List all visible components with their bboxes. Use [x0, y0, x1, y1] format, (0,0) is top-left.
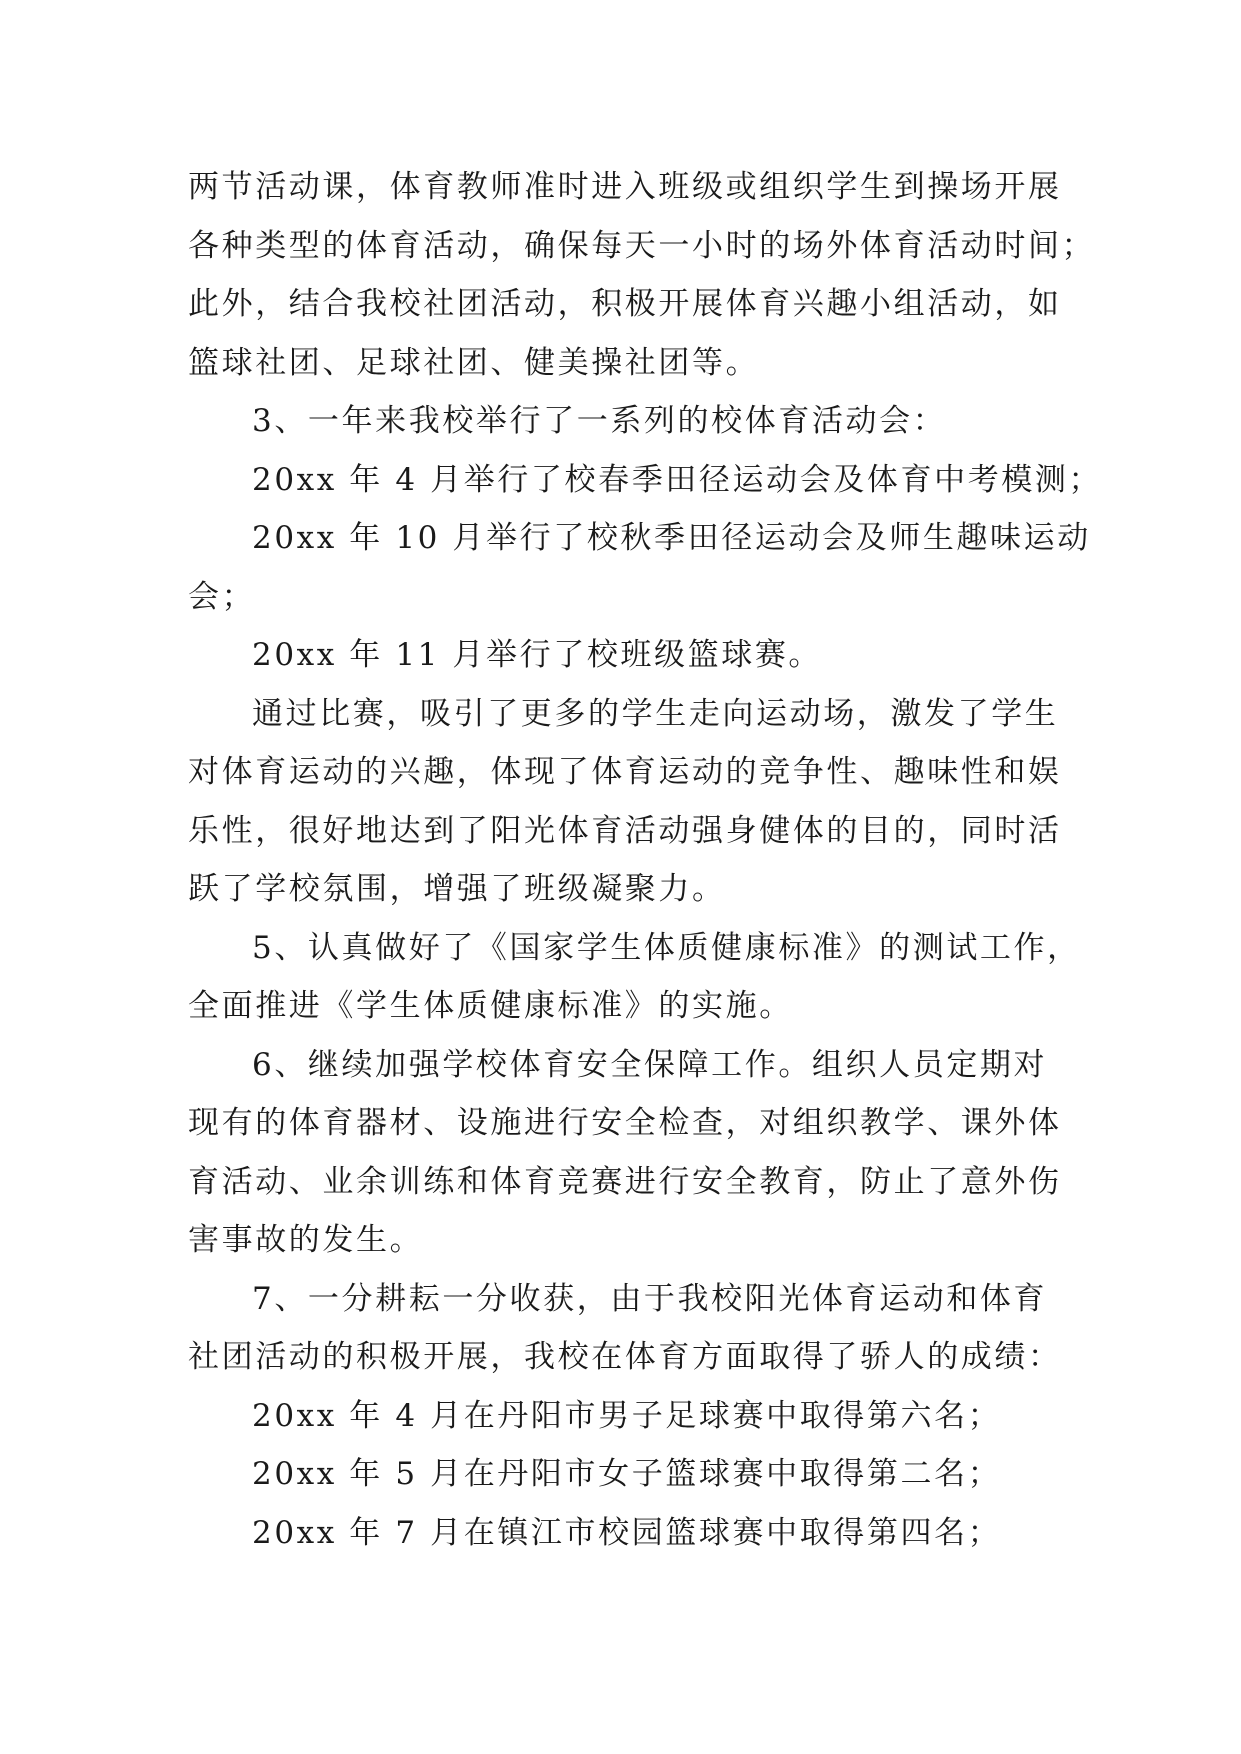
text-line-6: 20xx 年 4 月举行了校春季田径运动会及体育中考模测； — [252, 461, 1103, 498]
text-line-16: 6、继续加强学校体育安全保障工作。组织人员定期对 — [252, 1046, 1048, 1083]
text-line-17: 现有的体育器材、设施进行安全检查，对组织教学、课外体 — [188, 1105, 1062, 1141]
text-line-4: 篮球社团、足球社团、健美操社团等。 — [188, 344, 760, 381]
text-line-5: 3、一年来我校举行了一系列的校体育活动会： — [252, 403, 947, 439]
text-line-20: 7、一分耕耘一分收获，由于我校阳光体育运动和体育 — [252, 1280, 1048, 1317]
text-line-19: 害事故的发生。 — [188, 1222, 424, 1258]
text-line-7: 20xx 年 10 月举行了校秋季田径运动会及师生趣味运动 — [252, 520, 1091, 556]
text-line-12: 乐性，很好地达到了阳光体育活动强身健体的目的，同时活 — [188, 812, 1062, 849]
text-line-14: 5、认真做好了《国家学生体质健康标准》的测试工作， — [252, 929, 1081, 966]
text-line-3: 此外，结合我校社团活动，积极开展体育兴趣小组活动，如 — [188, 286, 1062, 322]
text-line-2: 各种类型的体育活动，确保每天一小时的场外体育活动时间； — [188, 227, 1096, 264]
text-line-9: 20xx 年 11 月举行了校班级篮球赛。 — [252, 637, 823, 673]
document-body — [188, 158, 1103, 1562]
text-line-1: 两节活动课，体育教师准时进入班级或组织学生到操场开展 — [188, 169, 1062, 205]
text-line-23: 20xx 年 5 月在丹阳市女子篮球赛中取得第二名； — [252, 1456, 1002, 1492]
text-line-13: 跃了学校氛围，增强了班级凝聚力。 — [188, 871, 726, 907]
text-line-22: 20xx 年 4 月在丹阳市男子足球赛中取得第六名； — [252, 1397, 1002, 1434]
text-line-10: 通过比赛，吸引了更多的学生走向运动场，激发了学生 — [252, 695, 1059, 732]
text-line-11: 对体育运动的兴趣，体现了体育运动的竞争性、趣味性和娱 — [188, 754, 1062, 790]
text-line-8: 会； — [188, 578, 256, 615]
text-line-15: 全面推进《学生体质健康标准》的实施。 — [188, 988, 793, 1024]
text-line-18: 育活动、业余训练和体育竞赛进行安全教育，防止了意外伤 — [188, 1163, 1062, 1200]
text-line-24: 20xx 年 7 月在镇江市校园篮球赛中取得第四名； — [252, 1514, 1002, 1551]
text-line-21: 社团活动的积极开展，我校在体育方面取得了骄人的成绩： — [188, 1339, 1062, 1375]
